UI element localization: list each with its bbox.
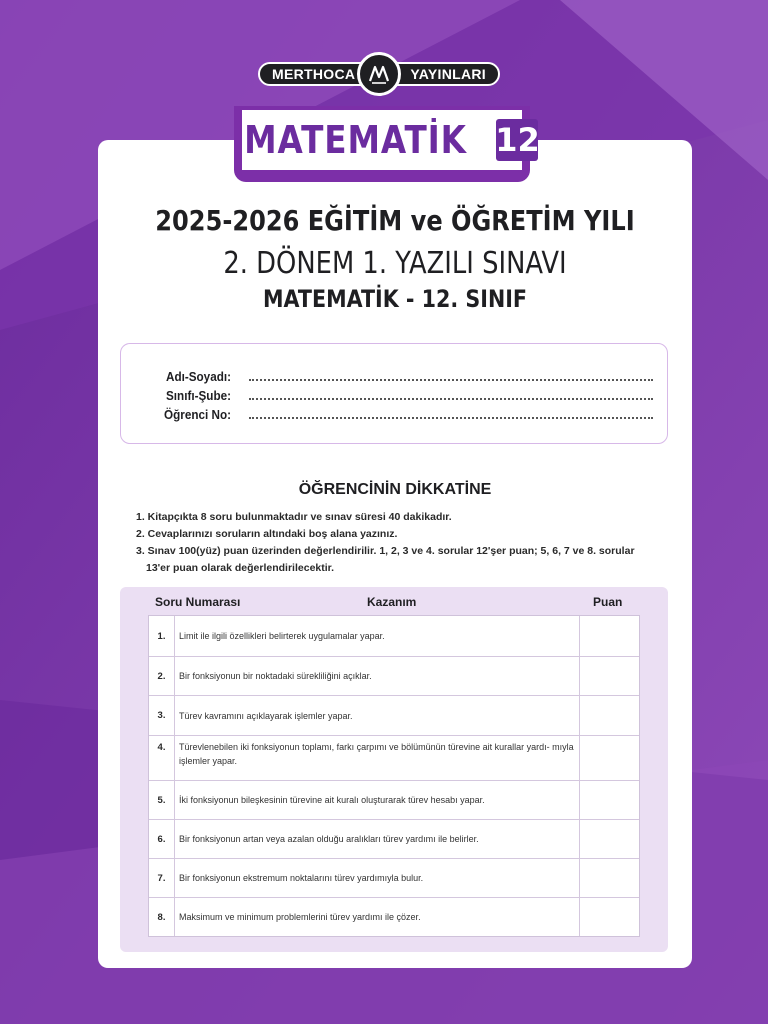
grade-badge: 12 [495, 121, 540, 159]
name-field[interactable] [249, 367, 653, 381]
outcome-text: Bir fonksiyonun artan veya azalan olduğu aralıkları türev yardımı ile belirler. [179, 834, 479, 844]
score-cell[interactable] [579, 616, 640, 656]
number-field[interactable] [249, 405, 653, 419]
question-number: 3. [149, 696, 175, 735]
table-row [149, 735, 639, 780]
publisher-suffix: YAYINLARI [410, 66, 486, 82]
question-number: 4. [149, 736, 175, 786]
outcome-text: Limit ile ilgili özellikleri belirterek uygulamalar yapar. [179, 631, 385, 641]
score-cell[interactable] [579, 820, 640, 858]
outcome-text: İki fonksiyonun bileşkesinin türevine ait kuralı oluşturarak türev hesabı yapar. [179, 795, 485, 805]
score-cell[interactable] [579, 781, 640, 819]
table-row [149, 656, 639, 695]
class-field[interactable] [249, 386, 653, 400]
name-label: Adı-Soyadı: [165, 369, 231, 384]
exam-term-heading: 2. DÖNEM 1. YAZILI SINAVI [223, 246, 567, 281]
outcome-text: Türevlenebilen iki fonksiyonun toplamı, farkı çarpımı ve bölümünün türevine ait kurallar yardı- mıyla işlemler yapar. [179, 742, 574, 766]
subject-title: MATEMATİK [243, 118, 467, 162]
table-row [149, 897, 639, 936]
publisher-name: MERTHOCA [272, 66, 356, 82]
header-outcome: Kazanım [367, 595, 417, 609]
number-label: Öğrenci No: [164, 407, 231, 422]
outcomes-table [148, 615, 640, 937]
name-row [139, 364, 653, 384]
academic-year-heading: 2025-2026 EĞİTİM ve ÖĞRETİM YILI [155, 204, 635, 237]
class-row [139, 383, 653, 403]
question-number: 8. [149, 898, 175, 936]
outcome-text: Bir fonksiyonun ekstremum noktalarını türev yardımıyla bulur. [179, 873, 424, 883]
score-cell[interactable] [579, 736, 640, 780]
table-row [149, 695, 639, 735]
mh-logo-icon [357, 52, 401, 96]
score-cell[interactable] [579, 657, 640, 695]
header-question-number: Soru Numarası [155, 595, 241, 609]
number-row [139, 402, 653, 422]
question-number: 1. [149, 616, 175, 656]
student-info-box [120, 343, 668, 444]
notice-list [136, 509, 656, 577]
table-row [149, 780, 639, 819]
score-cell[interactable] [579, 859, 640, 897]
class-label: Sınıfı-Şube: [166, 388, 231, 403]
table-row [149, 616, 639, 656]
outcome-text: Türev kavramını açıklayarak işlemler yapar. [179, 710, 353, 721]
notice-item: 1. Kitapçıkta 8 soru bulunmaktadır ve sınav süresi 40 dakikadır. [136, 511, 452, 523]
outcome-text: Maksimum ve minimum problemlerini türev yardımı ile çözer. [179, 912, 421, 922]
notice-title: ÖĞRENCİNİN DİKKATİNE [298, 481, 492, 498]
table-row [149, 858, 639, 897]
title-banner [242, 110, 540, 170]
question-number: 6. [149, 820, 175, 858]
score-cell[interactable] [579, 898, 640, 936]
question-number: 5. [149, 781, 175, 819]
question-number: 7. [149, 859, 175, 897]
score-cell[interactable] [579, 696, 640, 735]
subject-class-heading: MATEMATİK - 12. SINIF [262, 285, 528, 313]
question-number: 2. [149, 657, 175, 695]
notice-item: 2. Cevaplarınızı soruların altındaki boş alana yazınız. [136, 528, 398, 540]
table-row [149, 819, 639, 858]
notice-item: 3. Sınav 100(yüz) puan üzerinden değerlendirilir. 1, 2, 3 ve 4. sorular 12'şer puan; 5, 6, 7 ve 8. sorular 13'er puan olarak değerlendirilecektir. [136, 545, 635, 574]
header-score: Puan [593, 595, 623, 609]
outcome-text: Bir fonksiyonun bir noktadaki sürekliliğini açıklar. [179, 671, 372, 681]
